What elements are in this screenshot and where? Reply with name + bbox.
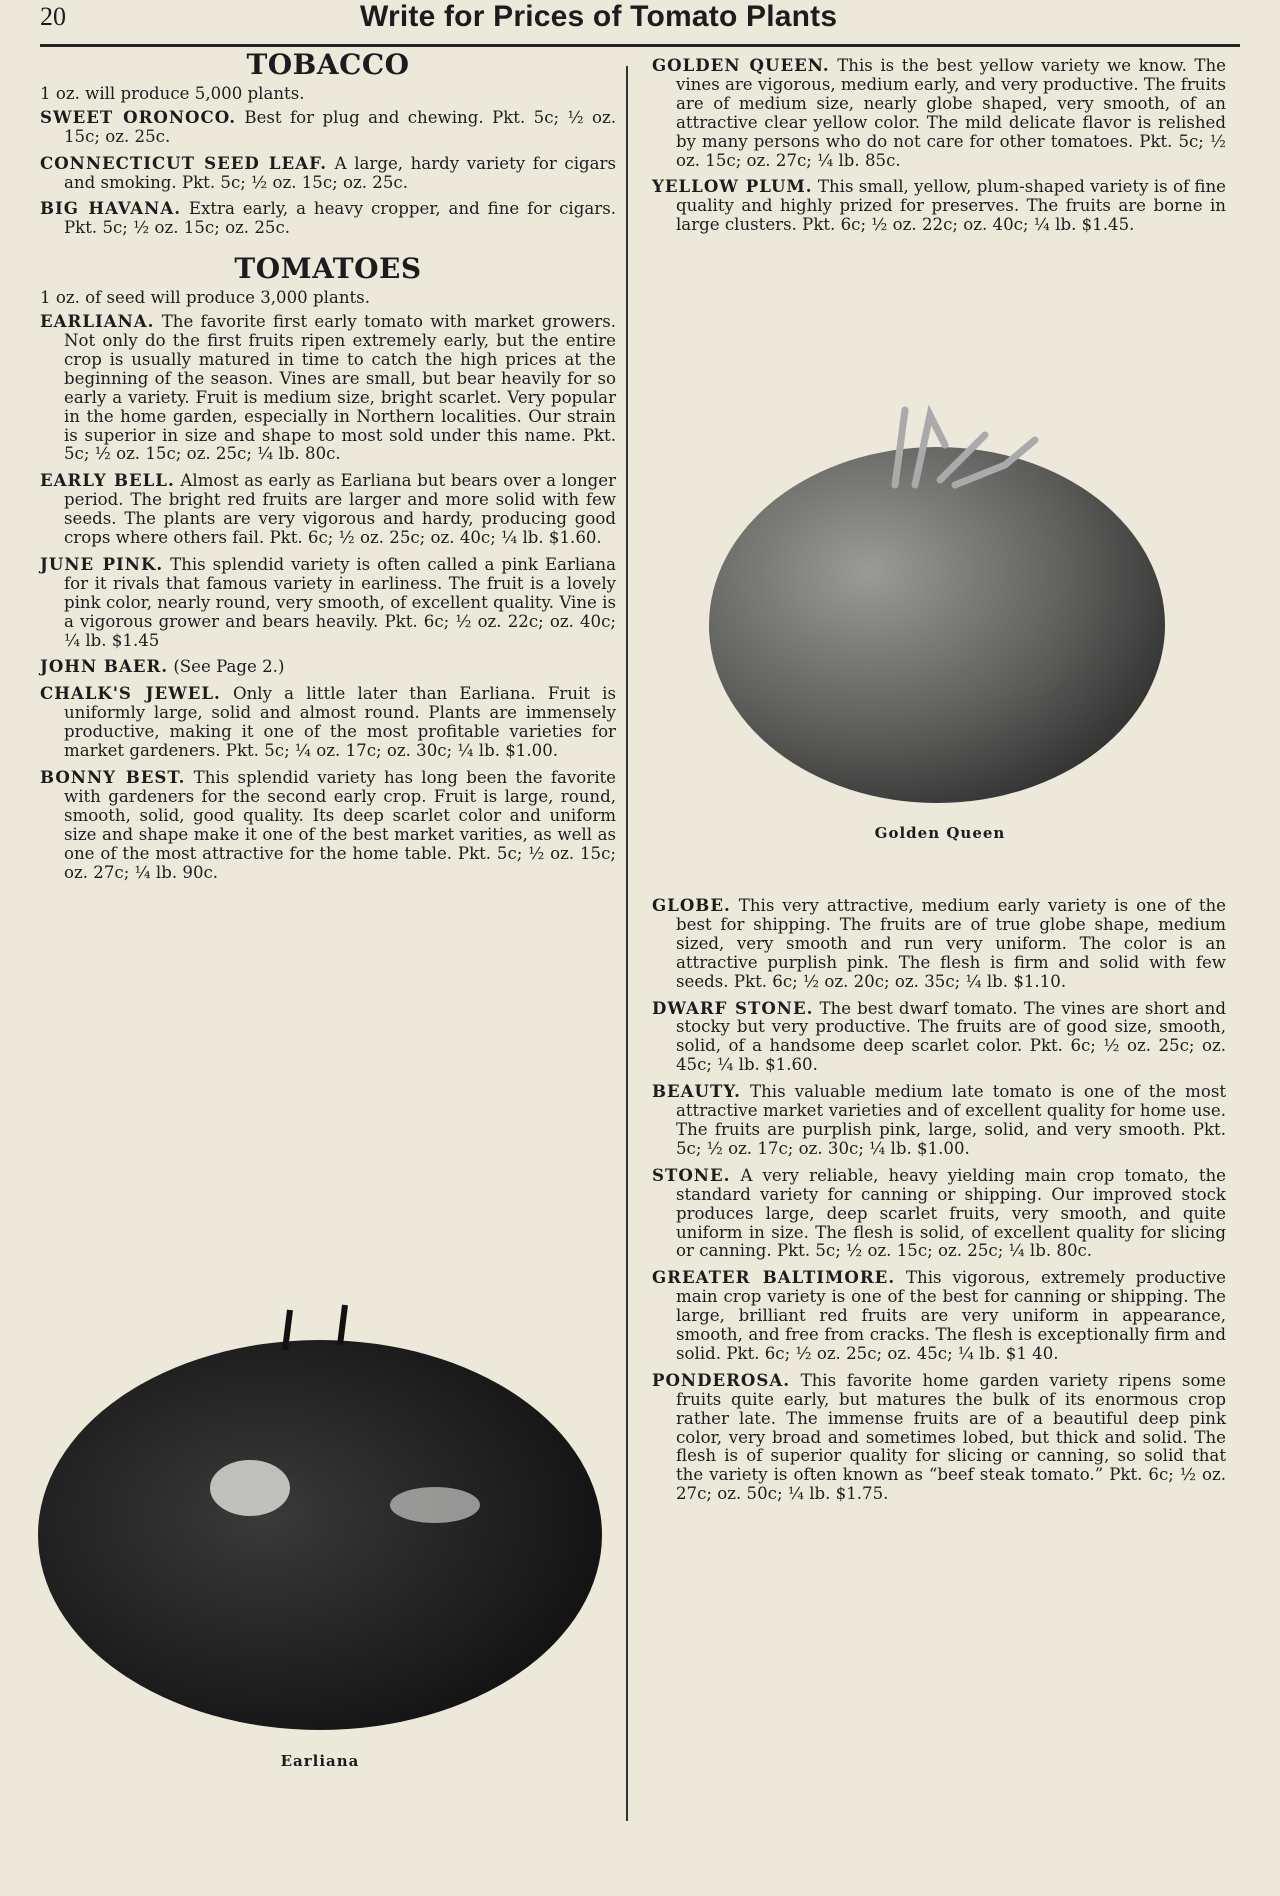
- catalog-entry: [40, 471, 616, 548]
- variety-price: Pkt. 6c; ½ oz. 22c; oz. 40c; ¼ lb. $1.45.: [802, 215, 1135, 235]
- variety-price: Pkt. 5c; ½ oz. 15c; oz. 25c; ¼ lb. 80c.: [64, 425, 616, 464]
- variety-description: The favorite first early tomato with market growers. Not only do the first fruits ripen extremely early, but the entire crop is usually matured in time to catch the high prices at the beginning of the season. Vines are small, but bear heavily for so early a variety. Fruit is medium size, bright scarlet. Very popular in the home garden, especially in Northern localities. Our strain is superior in size and shape to most sold under this name.: [64, 312, 617, 445]
- variety-price: Pkt. 5c; ½ oz. 17c; oz. 30c; ¼ lb. $1.00.: [676, 1119, 1226, 1158]
- variety-price: Pkt. 5c; ¼ oz. 17c; oz. 30c; ¼ lb. $1.00.: [225, 741, 559, 761]
- variety-price: Pkt. 5c; ½ oz. 15c; oz. 27c; ¼ lb. 85c.: [676, 131, 1226, 170]
- variety-description: A large, hardy variety for cigars and smoking.: [64, 153, 616, 192]
- variety-price: Pkt. 5c; ½ oz. 15c; oz. 25c.: [181, 172, 408, 192]
- variety-name: BEAUTY.: [652, 1081, 741, 1102]
- tobacco-entries: [40, 108, 616, 238]
- catalog-entry: [40, 108, 616, 147]
- variety-price: Pkt. 5c; ½ oz. 15c; oz. 25c.: [64, 218, 291, 238]
- tomato-entries-right-top: [652, 56, 1226, 235]
- catalog-entry: [652, 1268, 1226, 1364]
- variety-description: This splendid variety is often called a pink Earliana for it rivals that famous variety in earliness. The fruit is a lovely pink color, nearly round, very smooth, of excellent quality. Vine is a vigorous grower and bears heavily.: [64, 554, 616, 631]
- variety-name: JUNE PINK.: [40, 553, 164, 574]
- variety-price: Pkt. 5c; ½ oz. 15c; oz. 25c.: [64, 107, 616, 146]
- variety-description: The best dwarf tomato. The vines are short and stocky but very productive. The fruits are of good size, smooth, solid, of a handsome deep scarlet color.: [676, 998, 1226, 1056]
- variety-price: Pkt. 6c; ½ oz. 20c; oz. 35c; ¼ lb. $1.10.: [733, 971, 1067, 991]
- variety-name: YELLOW PLUM.: [652, 176, 813, 197]
- right-column-top: [652, 56, 1226, 242]
- variety-name: BIG HAVANA.: [40, 198, 181, 219]
- tobacco-note: 1 oz. will produce 5,000 plants.: [40, 83, 305, 103]
- variety-name: JOHN BAER.: [40, 656, 169, 677]
- running-header: Write for Prices of Tomato Plants: [360, 0, 838, 33]
- variety-description: Only a little later than Earliana. Fruit is uniformly large, solid and almost round. Plants are immensely productive, making it one of the most profitable varieties for market gardeners.: [64, 684, 617, 761]
- catalog-entry: [652, 56, 1226, 170]
- catalog-entry: [40, 555, 616, 651]
- catalog-entry: [652, 1082, 1226, 1159]
- tomato-entries-right-bottom: [652, 896, 1226, 1504]
- variety-description: Almost as early as Earliana but bears over a longer period. The bright red fruits are larger and more solid with few seeds. The plants are very vigorous and hardy, producing good crops where others fail.: [64, 471, 616, 548]
- variety-name: BONNY BEST.: [40, 767, 186, 787]
- right-column-bottom: [652, 896, 1226, 1511]
- catalog-entry: [40, 768, 616, 882]
- variety-description: This vigorous, extremely productive main crop variety is one of the best for canning or shipping. The large, brilliant red fruits are very uniform in appearance, smooth, and free from cracks. The flesh is exceptionally firm and solid.: [676, 1268, 1226, 1363]
- variety-price: Pkt. 5c; ½ oz. 15c; oz. 27c; ¼ lb. 90c.: [64, 843, 616, 882]
- variety-description: This splendid variety has long been the favorite with gardeners for the second early crop. Fruit is large, round, smooth, solid, good quality. Its deep scarlet color and uniform size and shape make it one of the best market varities, as well as one of the most attractive for the home table.: [64, 768, 616, 863]
- variety-description: This valuable medium late tomato is one of the most attractive market varieties and of excellent quality for home use. The fruits are purplish pink, large, solid, and very smooth.: [676, 1082, 1227, 1139]
- earliana-caption: Earliana: [280, 1752, 360, 1770]
- variety-description: This very attractive, medium early variety is one of the best for shipping. The fruits are of true globe shape, medium sized, very smooth and run very uniform. The color is an attractive purplish pink. The flesh is firm and solid with few seeds.: [676, 896, 1226, 991]
- variety-description: This small, yellow, plum-shaped variety is of fine quality and highly prized for preserves. The fruits are borne in large clusters.: [676, 177, 1226, 235]
- variety-price: Pkt. 6c; ½ oz. 22c; oz. 40c; ¼ lb. $1.45: [64, 611, 616, 650]
- catalog-entry: [40, 154, 616, 193]
- variety-name: STONE.: [652, 1164, 731, 1185]
- variety-description: This is the best yellow variety we know. The vines are vigorous, medium early, and very productive. The fruits are of medium size, nearly globe shaped, very smooth, of an attractive clear yellow color. The mild delicate flavor is relished by many persons who do not care for other tomatoes.: [676, 56, 1226, 151]
- variety-name: GLOBE.: [652, 895, 731, 915]
- variety-price: Pkt. 6c; ½ oz. 25c; oz. 45c; ¼ lb. $1 40.: [726, 1343, 1059, 1363]
- tomatoes-heading: TOMATOES: [234, 252, 422, 286]
- catalog-entry: [652, 1166, 1226, 1262]
- left-column: [40, 48, 617, 889]
- variety-name: GREATER BALTIMORE.: [652, 1267, 896, 1288]
- variety-name: CHALK'S JEWEL.: [40, 683, 221, 704]
- golden-queen-caption: Golden Queen: [874, 824, 1006, 842]
- variety-name: EARLIANA.: [40, 311, 155, 332]
- page-number: 20: [40, 2, 66, 31]
- variety-description: A very reliable, heavy yielding main crop tomato, the standard variety for canning or shipping. Our improved stock produces large, deep scarlet fruits, very smooth, and quite uniform in size. The flesh is solid, of excellent quality for slicing or canning.: [676, 1165, 1226, 1261]
- tomatoes-note: 1 oz. of seed will produce 3,000 plants.: [40, 288, 370, 308]
- catalog-entry: [652, 177, 1226, 235]
- catalog-entry: [40, 684, 616, 761]
- variety-description: This favorite home garden variety ripens some fruits quite early, but matures the bulk of its enormous crop rather late. The immense fruits are of a beautiful deep pink color, very broad and sometimes lobed, but thick and solid. The flesh is of superior quality for slicing or canning, so solid that the variety is often known as “beef steak tomato.”: [676, 1370, 1226, 1485]
- earliana-tomato-image: [35, 1290, 605, 1735]
- column-divider: [626, 66, 628, 1821]
- catalog-entry: [40, 199, 616, 238]
- variety-name: PONDEROSA.: [652, 1369, 791, 1390]
- catalog-entry: [40, 312, 616, 464]
- golden-queen-tomato-image: [705, 375, 1175, 815]
- variety-price: Pkt. 6c; ½ oz. 25c; oz. 40c; ¼ lb. $1.60.: [269, 528, 602, 548]
- variety-price: Pkt. 6c; ½ oz. 27c; oz. 50c; ¼ lb. $1.75.: [676, 1465, 1226, 1504]
- header-rule: [40, 44, 1240, 47]
- variety-price: Pkt. 6c; ½ oz. 25c; oz. 45c; ¼ lb. $1.60.: [676, 1036, 1227, 1075]
- tomato-entries-left: [40, 312, 616, 882]
- variety-name: GOLDEN QUEEN.: [652, 55, 830, 75]
- tobacco-heading: TOBACCO: [246, 48, 410, 81]
- variety-description: (See Page 2.): [173, 657, 285, 677]
- catalog-entry: [652, 896, 1226, 992]
- variety-name: SWEET ORONOCO.: [40, 106, 236, 127]
- variety-description: Extra early, a heavy cropper, and fine for cigars.: [188, 199, 616, 219]
- variety-name: EARLY BELL.: [40, 470, 175, 491]
- catalog-entry: [40, 657, 616, 677]
- variety-name: CONNECTICUT SEED LEAF.: [40, 152, 327, 173]
- variety-name: DWARF STONE.: [652, 997, 814, 1018]
- variety-price: Pkt. 5c; ½ oz. 15c; oz. 25c; ¼ lb. 80c.: [776, 1241, 1093, 1261]
- variety-description: Best for plug and chewing.: [244, 107, 484, 127]
- catalog-entry: [652, 1371, 1226, 1504]
- catalog-entry: [652, 999, 1226, 1076]
